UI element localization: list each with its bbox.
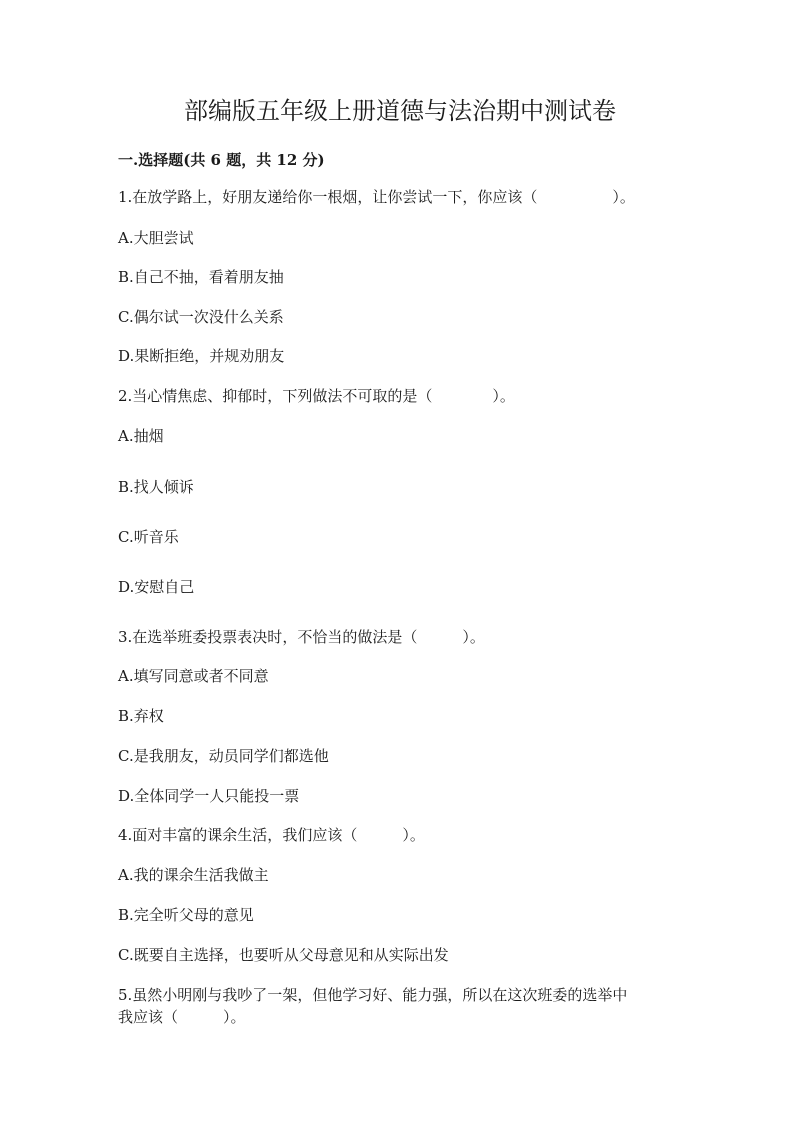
question-option: D.果断拒绝，并规劝朋友 [118,347,285,365]
question-stem [118,984,678,1028]
question-stem: 2.当心情焦虑、抑郁时，下列做法不可取的是（ ）。 [118,387,515,405]
question-option: C.偶尔试一次没什么关系 [118,308,284,326]
question-option: A.大胆尝试 [118,229,194,247]
question-option: B.弃权 [118,707,164,725]
question-option: B.找人倾诉 [118,478,194,496]
question-option: A.我的课余生活我做主 [118,866,269,884]
question-option: C.是我朋友，动员同学们都选他 [118,747,329,765]
question-option: D.安慰自己 [118,578,195,596]
section-heading: 一.选择题(共 6 题，共 12 分) [118,151,325,169]
question-option: A.抽烟 [118,427,164,445]
question-option: C.既要自主选择，也要听从父母意见和从实际出发 [118,946,449,964]
question-option: A.填写同意或者不同意 [118,667,269,685]
question-stem-line: 5.虽然小明刚与我吵了一架，但他学习好、能力强，所以在这次班委的选举中 [118,986,628,1004]
question-option: D.全体同学一人只能投一票 [118,787,300,805]
question-option: B.自己不抽，看着朋友抽 [118,268,284,286]
question-option: C.听音乐 [118,528,179,546]
question-stem: 1.在放学路上，好朋友递给你一根烟，让你尝试一下，你应该（ ）。 [118,188,635,206]
question-option: B.完全听父母的意见 [118,906,254,924]
question-stem-line: 我应该（ ）。 [118,1008,246,1026]
document-title: 部编版五年级上册道德与法治期中测试卷 [184,97,616,125]
question-stem: 3.在选举班委投票表决时，不恰当的做法是（ ）。 [118,628,485,646]
question-stem: 4.面对丰富的课余生活，我们应该（ ）。 [118,826,425,844]
